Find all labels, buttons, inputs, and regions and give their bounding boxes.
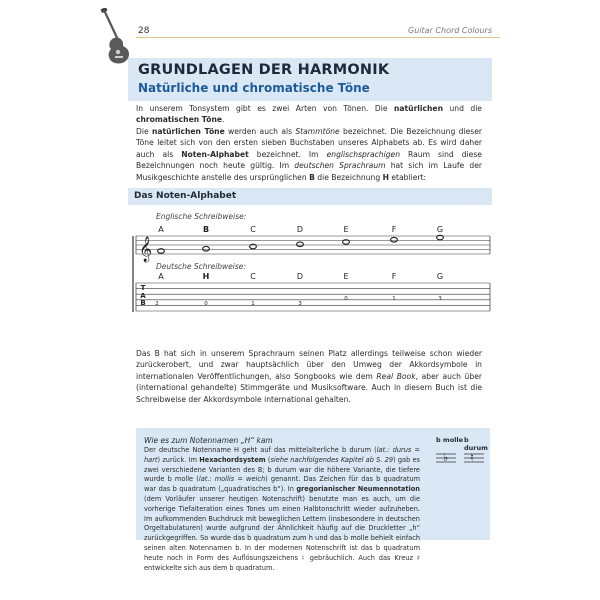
- german-note-letter: H: [202, 272, 210, 281]
- svg-text:♮: ♮: [470, 451, 474, 464]
- b-molle-label: b molle: [436, 436, 464, 444]
- tab-clef-letter: B: [140, 299, 146, 307]
- tab-fret-number: 1: [251, 301, 255, 308]
- svg-text:♭: ♭: [443, 451, 449, 464]
- info-box-title: Wie es zum Notennamen „H“ kam: [144, 436, 273, 445]
- german-note-letter: D: [296, 272, 304, 281]
- german-note-letter: F: [391, 272, 397, 281]
- treble-clef-icon: 𝄞: [139, 237, 153, 262]
- english-label: Englische Schreibweise:: [156, 212, 247, 221]
- tab-fret-number: 2: [155, 301, 159, 308]
- english-note-letter: D: [296, 225, 304, 234]
- tab-fret-number: 3: [298, 301, 302, 308]
- chapter-title: GRUNDLAGEN DER HARMONIK: [138, 62, 390, 78]
- german-note-letter: G: [436, 272, 444, 281]
- english-note-letter: A: [158, 225, 164, 234]
- tab-clef-letter: T: [140, 284, 146, 292]
- english-note-letter: F: [391, 225, 397, 234]
- intro-paragraph-2: Die natürlichen Töne werden auch als Stammtöne bezeichnet. Die Bezeichnung dieser Töne leitet sich von den ersten sieben Buchstaben unseres Alphabets ab. Es wird daher auch als Noten-Alphabet bezeichnet. Im englischsprachigen Raum sind diese Bezeichnungen noch heute gültig. Im deutschen Sprachraum hat sich im Laufe der Musikgeschichte anstelle des ursprünglichen B die Bezeichnung H etabliert:: [136, 127, 483, 182]
- german-label: Deutsche Schreibweise:: [156, 262, 246, 271]
- german-note-letter: E: [343, 272, 349, 281]
- info-box-text: Der deutsche Notenname H geht auf das mittelalterliche b durum (lat.: durus = hart) zurück. Im Hexachordsystem (siehe nachfolgendes Kapitel ab S. 29) gab es zwei verschiedene Varianten des B; b durum war die höhere Variante, die tiefere wurde b molle (lat.: mollis = weich) genannt. Das Zeichen für das b quadratum war das b quadratum („quadratisches b“). In gregorianischer Neumennotation (dem Vorläufer unserer heutigen Notenschrift) benutzte man es auch, um die vorherige Tiefalteration eines Tones um einen Halbtonschritt wieder aufzuheben. Im aufkommenden Buchdruck mit beweglichen Lettern (insbesondere in deutschen Orgeltabulaturen) wurde aufgrund der Ähnlichkeit häufig auf die Druckletter „h“ zurückgegriffen. So wurde das b quadratum zum h und das b molle behielt einfach seinen alten Notennamen b. In der modernen Notenschrift ist das b quadratum heute noch in Form des Auflösungszeichens ♮ gebräuchlich. Auch das Kreuz ♯ entwickelte sich aus dem b quadratum.: [144, 446, 421, 572]
- b-durum-label: b durum: [464, 436, 488, 452]
- chapter-subtitle: Natürliche und chromatische Töne: [138, 81, 370, 95]
- whole-note: [203, 246, 210, 251]
- english-note-letter: E: [343, 225, 349, 234]
- german-note-letter: A: [158, 272, 164, 281]
- b-molle-b-durum-symbols: [434, 446, 488, 470]
- tab-clef-letter: A: [140, 291, 146, 300]
- section-heading: Das Noten-Alphabet: [128, 188, 492, 205]
- english-note-letter: G: [436, 225, 444, 234]
- german-note-letter: C: [250, 272, 256, 281]
- tab-fret-number: 0: [344, 295, 348, 302]
- paragraph-3: Das B hat sich in unserem Sprachraum seinen Platz allerdings teilweise schon wieder zurückerobert, und zwar hauptsächlich über den Umweg der Akkordsymbole in internationalen Veröffentlichungen, also Songbooks wie dem Real Book, aber auch über (international gehandelte) Stimmgeräte und Musiksoftware. Auch in diesem Buch ist die Schreibweise der Akkordsymbole international gehalten.: [136, 349, 482, 404]
- tab-fret-number: 0: [204, 301, 208, 308]
- intro-paragraph-1: In unserem Tonsystem gibt es zwei Arten von Tönen. Die natürlichen und die chromatischen Töne.: [136, 104, 482, 125]
- running-title: Guitar Chord Colours: [408, 26, 492, 35]
- english-note-letter: B: [202, 225, 210, 234]
- whole-note: [297, 242, 304, 247]
- notes: [158, 235, 444, 253]
- info-box: [136, 428, 490, 572]
- tab-fret-number: 3: [438, 295, 442, 302]
- tab-fret-number: 1: [392, 295, 396, 302]
- whole-note: [391, 237, 398, 242]
- english-note-letter: C: [250, 225, 256, 234]
- page-number: 28: [138, 26, 150, 36]
